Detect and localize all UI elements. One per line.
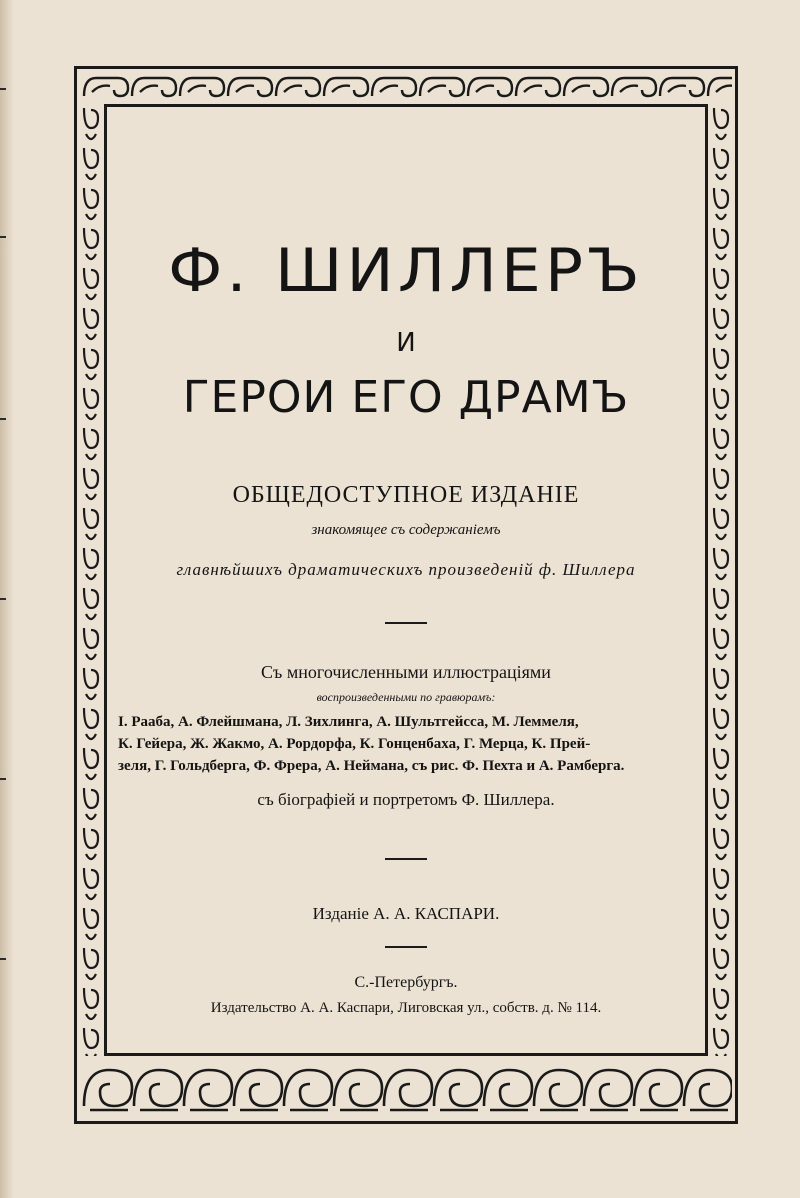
biography-note: съ біографіей и портретомъ Ф. Шиллера. — [257, 790, 555, 809]
imprint-address: Издательство А. А. Каспари, Лиговская ул., собств. д. № 114. — [210, 1000, 602, 1016]
divider-rule — [385, 858, 427, 860]
title-conjunction: И — [396, 328, 416, 358]
edition-label: ОБЩЕДОСТУПНОЕ ИЗДАНІЕ — [232, 482, 580, 508]
title-page-text — [110, 110, 702, 1050]
imprint-city: С.-Петербургъ. — [354, 974, 458, 991]
engravers-line-2: К. Гейера, Ж. Жакмо, А. Рордорфа, К. Гонценбаха, Г. Мерца, К. Прей- — [118, 736, 591, 752]
engravers-line-3: зеля, Г. Гольдберга, Ф. Фрера, А. Неймана, съ рис. Ф. Пехта и А. Рамберга. — [118, 758, 625, 774]
divider-rule — [385, 622, 427, 624]
author-title: Ф. ШИЛЛЕРЪ — [168, 236, 644, 306]
divider-rule — [385, 946, 427, 948]
edition-description-2: главнѣйшихъ драматическихъ произведеній ф. Шиллера — [176, 560, 636, 579]
top-ornament-band — [80, 72, 732, 102]
publisher-line: Изданіе А. А. КАСПАРИ. — [312, 904, 500, 923]
illustrations-heading: Съ многочисленными иллюстраціями — [261, 662, 551, 682]
illustrations-subheading: воспроизведенными по гравюрамъ: — [316, 690, 496, 704]
book-title: ГЕРОИ ЕГО ДРАМЪ — [182, 372, 630, 423]
engravers-line-1: І. Рааба, А. Флейшмана, Л. Зихлинга, А. Шультгейсса, М. Леммеля, — [118, 714, 579, 730]
bottom-ornament-band — [80, 1060, 732, 1118]
edition-description-1: знакомящее съ содержаніемъ — [311, 522, 501, 538]
